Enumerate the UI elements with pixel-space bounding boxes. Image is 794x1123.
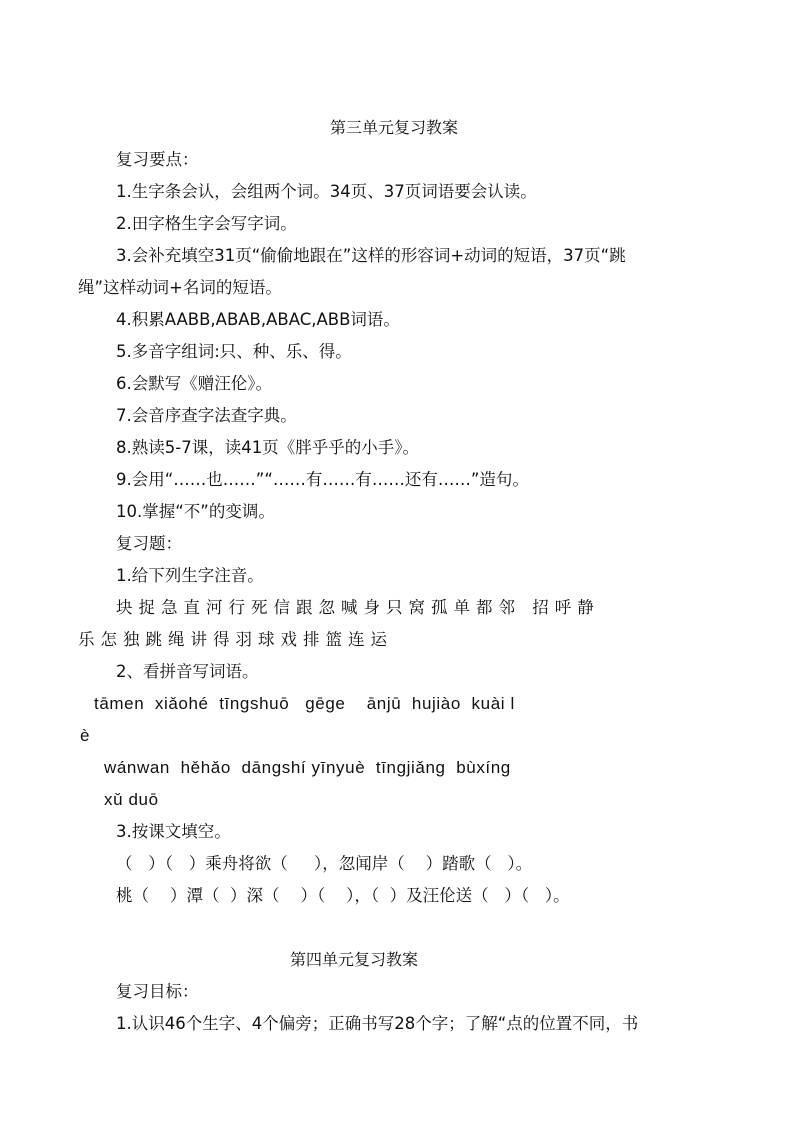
point-8: 8.熟读5-7课，读41页《胖乎乎的小手》。 [116, 438, 419, 457]
pinyin-line-1: tāmen xiǎohé tīngshuō gēge ānjū hujiào kuài l [94, 694, 515, 713]
point-3: 3.会补充填空31页“偷偷地跟在”这样的形容词+动词的短语，37页“跳 [116, 246, 626, 265]
fill-blank-line-1: （ ）（ ）乘舟将欲（ ），忽闻岸（ ）踏歌（ ）。 [116, 854, 533, 873]
pinyin-line-1-continued: è [80, 726, 91, 745]
point-2: 2.田字格生字会写字词。 [116, 214, 297, 233]
point-5: 5.多音字组词:只、种、乐、得。 [116, 342, 352, 361]
question-1-chars-line2: 乐怎独跳绳讲得羽球戏排篮连运 [78, 630, 393, 649]
point-7: 7.会音序查字法查字典。 [116, 406, 297, 425]
key-points-heading: 复习要点： [116, 150, 199, 169]
point-9: 9.会用“……也……”“……有……有……还有……”造句。 [116, 470, 529, 489]
unit3-title: 第三单元复习教案 [330, 118, 459, 137]
goal-1: 1.认识46个生字、4个偏旁；正确书写28个字；了解“点的位置不同，书 [116, 1014, 639, 1033]
unit4-title: 第四单元复习教案 [290, 950, 419, 969]
exercises-heading: 复习题： [116, 534, 182, 553]
point-4: 4.积累AABB,ABAB,ABAC,ABB词语。 [116, 310, 400, 329]
question-1-chars-line1: 块捉急直河行死信跟忽喊身只窝孤单都邻 招呼静 [116, 598, 600, 617]
fill-blank-line-2: 桃（ ）潭（ ）深（ ）（ ），（ ）及汪伦送（ ）（ ）。 [116, 886, 570, 905]
pinyin-line-2: wánwan hěhǎo dāngshí yīnyuè tīngjiǎng bùxíng [104, 758, 511, 777]
point-1: 1.生字条会认，会组两个词。34页、37页词语要会认读。 [116, 182, 537, 201]
point-10: 10.掌握“不”的变调。 [116, 502, 275, 521]
question-2-title: 2、看拼音写词语。 [116, 662, 259, 681]
point-3-continued: 绳”这样动词+名词的短语。 [78, 278, 282, 297]
pinyin-line-3: xǔ duō [104, 790, 159, 809]
question-1-title: 1.给下列生字注音。 [116, 566, 264, 585]
point-6: 6.会默写《赠汪伦》。 [116, 374, 272, 393]
goals-heading: 复习目标： [116, 982, 199, 1001]
question-3-title: 3.按课文填空。 [116, 822, 231, 841]
